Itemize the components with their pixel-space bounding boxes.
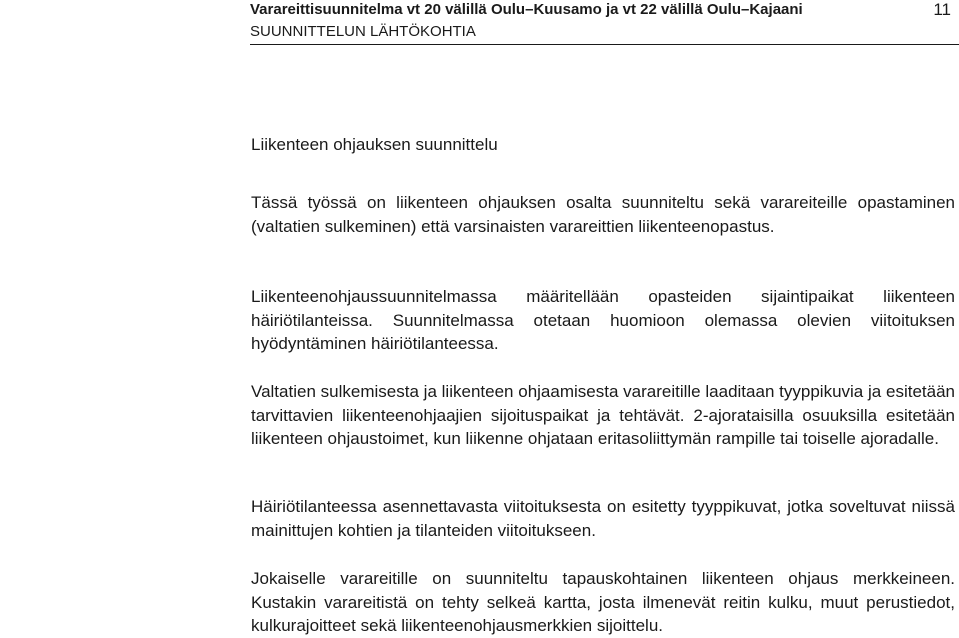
page-number: 11 bbox=[933, 0, 951, 19]
document-header-subtitle: SUUNNITTELUN LÄHTÖKOHTIA bbox=[250, 23, 476, 40]
paragraph-3: Valtatien sulkemisesta ja liikenteen ohjaamisesta varareitille laaditaan tyyppikuvia ja esitetään tarvittavien liikenteenohjaajien sijoituspaikat ja tehtävät. 2-ajorataisilla osuuksilla esitetään liikenteen ohjaustoimet, kun liikenne ohjataan eritasoliittymän rampille tai toiselle ajoradalle. bbox=[251, 382, 955, 448]
paragraph-2: Liikenteenohjaussuunnitelmassa määritellään opasteiden sijaintipaikat liikenteen häiriötilanteissa. Suunnitelmassa otetaan huomioon olemassa olevien viitoituksen hyödyntäminen häiriötilanteessa. bbox=[251, 287, 955, 353]
paragraph-4: Häiriötilanteessa asennettavasta viitoituksesta on esitetty tyyppikuvat, jotka soveltuvat niissä mainittujen kohtien ja tilanteiden viitoitukseen. bbox=[251, 497, 955, 540]
section-heading: Liikenteen ohjauksen suunnittelu bbox=[251, 135, 498, 154]
document-header-title: Varareittisuunnitelma vt 20 välillä Oulu–Kuusamo ja vt 22 välillä Oulu–Kajaani bbox=[250, 1, 803, 18]
header-divider bbox=[250, 44, 959, 45]
paragraph-5: Jokaiselle varareitille on suunniteltu tapauskohtainen liikenteen ohjaus merkkeineen. Kustakin varareitistä on tehty selkeä kartta, josta ilmenevät reitin kulku, muut perustiedot, kulkurajoitteet sekä liikenteenohjausmerkkien sijoittelu. bbox=[251, 569, 955, 635]
paragraph-1: Tässä työssä on liikenteen ohjauksen osalta suunniteltu sekä varareiteille opastaminen (valtatien sulkeminen) että varsinaisten varareittien liikenteenopastus. bbox=[251, 193, 955, 236]
